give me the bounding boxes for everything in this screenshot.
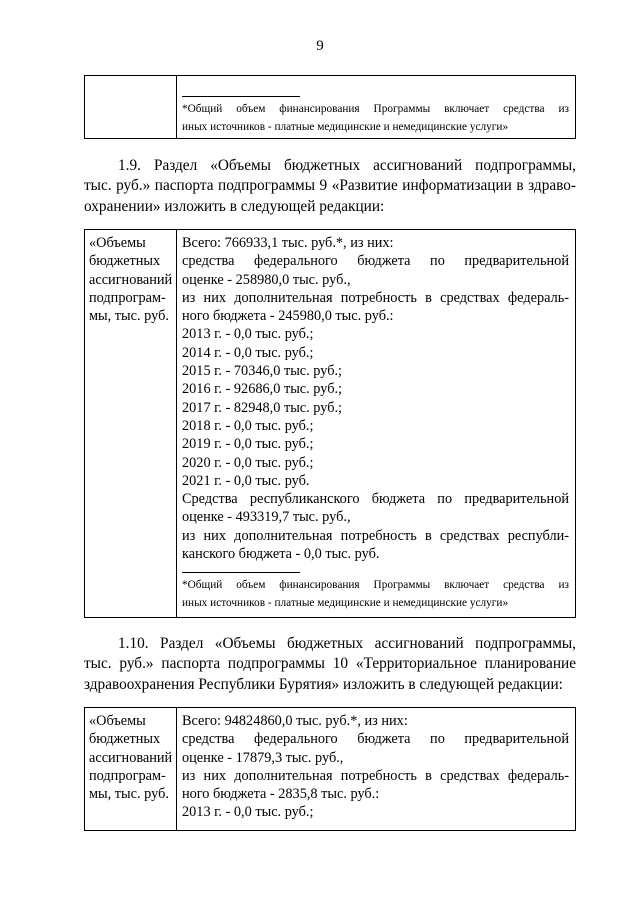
content-line: 2014 г. - 0,0 тыс. руб.; bbox=[182, 344, 314, 361]
label-line: ассигнований bbox=[89, 749, 173, 766]
label-line: мы, тыс. руб. bbox=[89, 308, 169, 325]
paragraph-1-10 bbox=[84, 634, 576, 695]
content-line: из них дополнительная потребность в средствах республи- bbox=[182, 527, 569, 544]
content-line: Всего: 766933,1 тыс. руб.*, из них: bbox=[182, 235, 394, 251]
content-line: оценке - 493319,7 тыс. руб., bbox=[182, 509, 351, 526]
content-line: оценке - 17879,3 тыс. руб., bbox=[182, 749, 344, 766]
footnote-rule bbox=[182, 96, 300, 97]
paragraph-line: тыс. руб.» паспорта подпрограммы 9 «Развитие информатизации в здраво- bbox=[84, 177, 576, 195]
subprogram-10-label-cell bbox=[85, 708, 177, 830]
subprogram-9-table bbox=[84, 229, 576, 618]
content-line: 2020 г. - 0,0 тыс. руб.; bbox=[182, 454, 314, 471]
footnote-text-line: иных источников - платные медицинские и немедицинские услуги» bbox=[182, 120, 509, 133]
content-line: из них дополнительная потребность в средствах федераль- bbox=[182, 289, 569, 306]
paragraph-line: тыс. руб.» паспорта подпрограммы 10 «Территориальное планирование bbox=[84, 655, 576, 673]
content-line: средства федерального бюджета по предварительной bbox=[182, 731, 569, 748]
label-line: бюджетных bbox=[89, 731, 161, 748]
page-number: 9 bbox=[316, 38, 324, 54]
content-line: средства федерального бюджета по предварительной bbox=[182, 253, 569, 270]
content-line: 2018 г. - 0,0 тыс. руб.; bbox=[182, 417, 314, 434]
footnote-text-line: *Общий объем финансирования Программы включает средства из bbox=[182, 579, 569, 592]
content-line: Средства республиканского бюджета по предварительной bbox=[182, 491, 569, 508]
content-line: из них дополнительная потребность в средствах федераль- bbox=[182, 767, 569, 784]
content-line: 2015 г. - 70346,0 тыс. руб.; bbox=[182, 363, 343, 380]
content-line: ного бюджета - 2835,8 тыс. руб.: bbox=[182, 786, 380, 803]
content-line: 2021 г. - 0,0 тыс. руб. bbox=[182, 472, 310, 489]
content-line: 2013 г. - 0,0 тыс. руб.; bbox=[182, 804, 314, 821]
subprogram-9-label-cell bbox=[85, 230, 177, 617]
top-table-right-cell bbox=[177, 76, 575, 138]
content-line: 2019 г. - 0,0 тыс. руб.; bbox=[182, 436, 314, 453]
label-line: «Объемы bbox=[89, 713, 146, 729]
content-line: Всего: 94824860,0 тыс. руб.*, из них: bbox=[182, 713, 408, 729]
label-line: бюджетных bbox=[89, 253, 161, 270]
label-line: «Объемы bbox=[89, 235, 146, 251]
subprogram-10-table bbox=[84, 707, 576, 831]
paragraph-line: 1.9. Раздел «Объемы бюджетных ассигнований подпрограммы, bbox=[118, 157, 576, 174]
top-table bbox=[84, 75, 576, 139]
content-line: канского бюджета - 0,0 тыс. руб. bbox=[182, 546, 380, 563]
subprogram-9-content-cell bbox=[177, 230, 575, 617]
label-line: подпрограм- bbox=[89, 289, 166, 306]
label-line: мы, тыс. руб. bbox=[89, 786, 169, 803]
content-line: 2016 г. - 92686,0 тыс. руб.; bbox=[182, 381, 343, 398]
footnote-rule bbox=[182, 572, 300, 573]
content-line: 2017 г. - 82948,0 тыс. руб.; bbox=[182, 399, 343, 416]
label-line: ассигнований bbox=[89, 271, 173, 288]
footnote-text-line: иных источников - платные медицинские и немедицинские услуги» bbox=[182, 596, 509, 609]
content-line: 2013 г. - 0,0 тыс. руб.; bbox=[182, 326, 314, 343]
paragraph-line: 1.10. Раздел «Объемы бюджетных ассигнований подпрограммы, bbox=[118, 635, 576, 652]
subprogram-10-content-cell bbox=[177, 708, 575, 830]
label-line: подпрограм- bbox=[89, 767, 166, 784]
paragraph-line: здравоохранения Республики Бурятия» изложить в следующей редакции: bbox=[84, 675, 563, 693]
footnote-text-line: *Общий объем финансирования Программы включает средства из bbox=[182, 103, 569, 115]
top-table-left-cell bbox=[85, 76, 177, 138]
content-line: оценке - 258980,0 тыс. руб., bbox=[182, 271, 351, 288]
paragraph-line: охранении» изложить в следующей редакции: bbox=[84, 197, 385, 215]
paragraph-1-9 bbox=[84, 156, 576, 217]
content-line: ного бюджета - 245980,0 тыс. руб.: bbox=[182, 308, 394, 325]
